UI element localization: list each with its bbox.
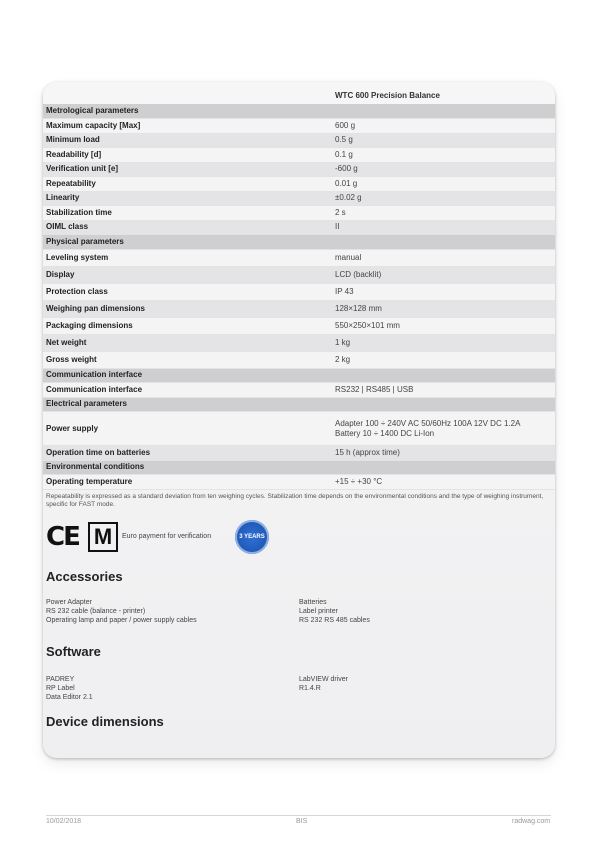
spec-value: -600 g: [332, 162, 555, 177]
spec-label: Protection class: [43, 283, 332, 300]
footer-divider: [46, 815, 551, 816]
list-item: PADREY: [46, 676, 75, 683]
accessories-column-right: [299, 598, 549, 625]
spec-footnote: Repeatability is expressed as a standard deviation from ten weighing cycles. Stabilization time depends on the environmental conditions and the type of weighing instrument, specific for FAST mode.: [46, 493, 544, 508]
software-column-left: [46, 675, 296, 702]
footer-website: radwag.com: [512, 818, 551, 825]
spec-row: [43, 383, 555, 398]
list-item: Data Editor 2.1: [46, 694, 93, 701]
spec-row: [43, 148, 555, 163]
spec-value: 2 s: [332, 206, 555, 221]
spec-value: [332, 397, 555, 412]
list-item: RP Label: [46, 685, 75, 692]
spec-section-row: [43, 235, 555, 250]
spec-value: IP 43: [332, 283, 555, 300]
spec-label: Net weight: [43, 334, 332, 351]
list-item: Label printer: [299, 608, 338, 615]
spec-value: [332, 368, 555, 383]
spec-label: Repeatability: [43, 177, 332, 192]
specification-table: [43, 104, 555, 490]
spec-label: Readability [d]: [43, 148, 332, 163]
spec-label: Maximum capacity [Max]: [43, 119, 332, 134]
software-column-right: [299, 675, 549, 693]
spec-section-row: [43, 460, 555, 475]
spec-label: Metrological parameters: [43, 104, 332, 119]
spec-label: Packaging dimensions: [43, 317, 332, 334]
spec-row: [43, 475, 555, 490]
spec-row: [43, 334, 555, 351]
spec-section-row: [43, 397, 555, 412]
spec-value: LCD (backlit): [332, 266, 555, 283]
list-item: LabVIEW driver: [299, 676, 349, 683]
spec-label: Communication interface: [43, 368, 332, 383]
spec-row: [43, 177, 555, 192]
spec-section-row: [43, 368, 555, 383]
spec-value: 128×128 mm: [332, 300, 555, 317]
spec-row: [43, 317, 555, 334]
spec-row: [43, 351, 555, 368]
spec-label: Minimum load: [43, 133, 332, 148]
spec-value: 550×250×101 mm: [332, 317, 555, 334]
spec-value: 2 kg: [332, 351, 555, 368]
spec-label: Weighing pan dimensions: [43, 300, 332, 317]
product-title: WTC 600 Precision Balance: [335, 91, 440, 100]
spec-label: Verification unit [e]: [43, 162, 332, 177]
spec-section-row: [43, 104, 555, 119]
spec-row: [43, 119, 555, 134]
spec-label: Operating temperature: [43, 475, 332, 490]
spec-label: Physical parameters: [43, 235, 332, 250]
list-item: Batteries: [299, 599, 327, 606]
spec-label: Gross weight: [43, 351, 332, 368]
spec-row: [43, 300, 555, 317]
spec-row: [43, 283, 555, 300]
footer-center: BIS: [296, 818, 308, 825]
accessories-heading: Accessories: [46, 569, 123, 584]
spec-row: [43, 162, 555, 177]
spec-label: Environmental conditions: [43, 460, 332, 475]
spec-value: 0.01 g: [332, 177, 555, 192]
spec-value: Adapter 100 ÷ 240V AC 50/60Hz 100A 12V DC 1.2A Battery 10 ÷ 1400 DC Li-Ion: [332, 412, 555, 446]
spec-row: [43, 249, 555, 266]
spec-value: [332, 235, 555, 250]
list-item: Operating lamp and paper / power supply cables: [46, 617, 197, 624]
spec-value: [332, 460, 555, 475]
list-item: R1.4.R: [299, 685, 321, 692]
spec-value: 1 kg: [332, 334, 555, 351]
spec-value: 600 g: [332, 119, 555, 134]
spec-label: Leveling system: [43, 249, 332, 266]
spec-label: OIML class: [43, 220, 332, 235]
spec-value: II: [332, 220, 555, 235]
verification-text: Euro payment for verification: [122, 533, 212, 540]
spec-row: [43, 206, 555, 221]
spec-row: [43, 191, 555, 206]
spec-row: [43, 446, 555, 461]
spec-label: Stabilization time: [43, 206, 332, 221]
spec-row: [43, 220, 555, 235]
spec-value: RS232 | RS485 | USB: [332, 383, 555, 398]
spec-row: [43, 133, 555, 148]
spec-row: [43, 266, 555, 283]
software-heading: Software: [46, 644, 101, 659]
warranty-seal-icon: 3 YEARS: [235, 520, 269, 554]
list-item: RS 232 cable (balance - printer): [46, 608, 146, 615]
spec-value: 0.5 g: [332, 133, 555, 148]
spec-label: Power supply: [43, 412, 332, 446]
spec-row: [43, 412, 555, 446]
metrology-m-mark-icon: M: [88, 522, 118, 552]
spec-label: Operation time on batteries: [43, 446, 332, 461]
ce-mark-icon: CE: [46, 522, 79, 552]
spec-label: Communication interface: [43, 383, 332, 398]
spec-label: Display: [43, 266, 332, 283]
spec-value: ±0.02 g: [332, 191, 555, 206]
spec-value: 0.1 g: [332, 148, 555, 163]
list-item: Power Adapter: [46, 599, 92, 606]
spec-value: +15 ÷ +30 °C: [332, 475, 555, 490]
spec-value: manual: [332, 249, 555, 266]
footer-date: 10/02/2018: [46, 818, 82, 825]
device-dimensions-heading: Device dimensions: [46, 714, 164, 729]
spec-label: Linearity: [43, 191, 332, 206]
accessories-column-left: [46, 598, 296, 625]
list-item: RS 232 RS 485 cables: [299, 617, 370, 624]
spec-label: Electrical parameters: [43, 397, 332, 412]
spec-value: [332, 104, 555, 119]
spec-value: 15 h (approx time): [332, 446, 555, 461]
